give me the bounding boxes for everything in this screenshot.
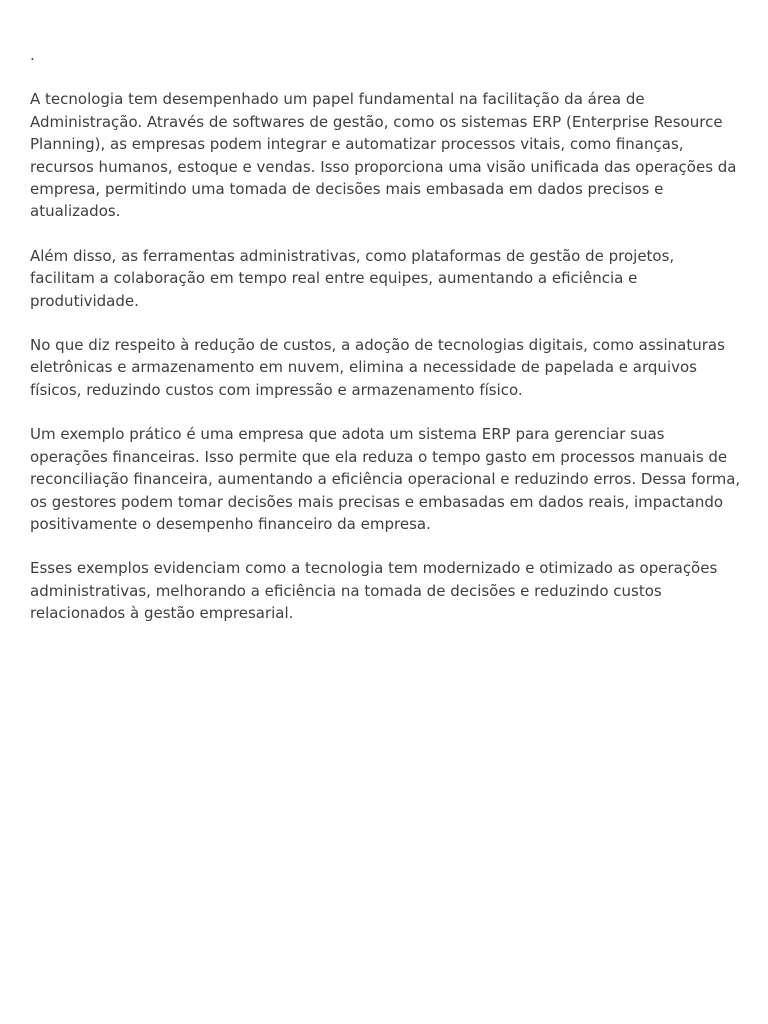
leading-dot: . [30, 46, 35, 64]
paragraph-technology-role: A tecnologia tem desempenhado um papel fundamental na facilitação da área de Administração. Através de softwares de gestão, como os sistemas ERP (Enterprise Resource Planning), as empresas podem integrar e automatizar processos vitais, como finanças, recursos humanos, estoque e vendas. Isso proporciona uma visão unificada das operações da empresa, permitindo uma tomada de decisões mais embasada em dados precisos e atualizados. [30, 90, 737, 221]
paragraph-practical-example: Um exemplo prático é uma empresa que adota um sistema ERP para gerenciar suas operações financeiras. Isso permite que ela reduza o tempo gasto em processos manuais de reconciliação financeira, aumentando a eficiência operacional e reduzindo erros. Dessa forma, os gestores podem tomar decisões mais precisas e embasadas em dados reais, impactando positivamente o desempenho financeiro da empresa. [30, 425, 741, 533]
paragraph-conclusion: Esses exemplos evidenciam como a tecnologia tem modernizado e otimizado as operações administrativas, melhorando a eficiência na tomada de decisões e reduzindo custos relacionados à gestão empresarial. [30, 559, 718, 623]
paragraph-admin-tools: Além disso, as ferramentas administrativas, como plataformas de gestão de projetos, facilitam a colaboração em tempo real entre equipes, aumentando a eficiência e produtividade. [30, 246, 675, 310]
paragraph-cost-reduction: No que diz respeito à redução de custos, a adoção de tecnologias digitais, como assinaturas eletrônicas e armazenamento em nuvem, elimina a necessidade de papelada e arquivos físicos, reduzindo custos com impressão e armazenamento físico. [30, 336, 725, 399]
document-page [30, 44, 742, 647]
